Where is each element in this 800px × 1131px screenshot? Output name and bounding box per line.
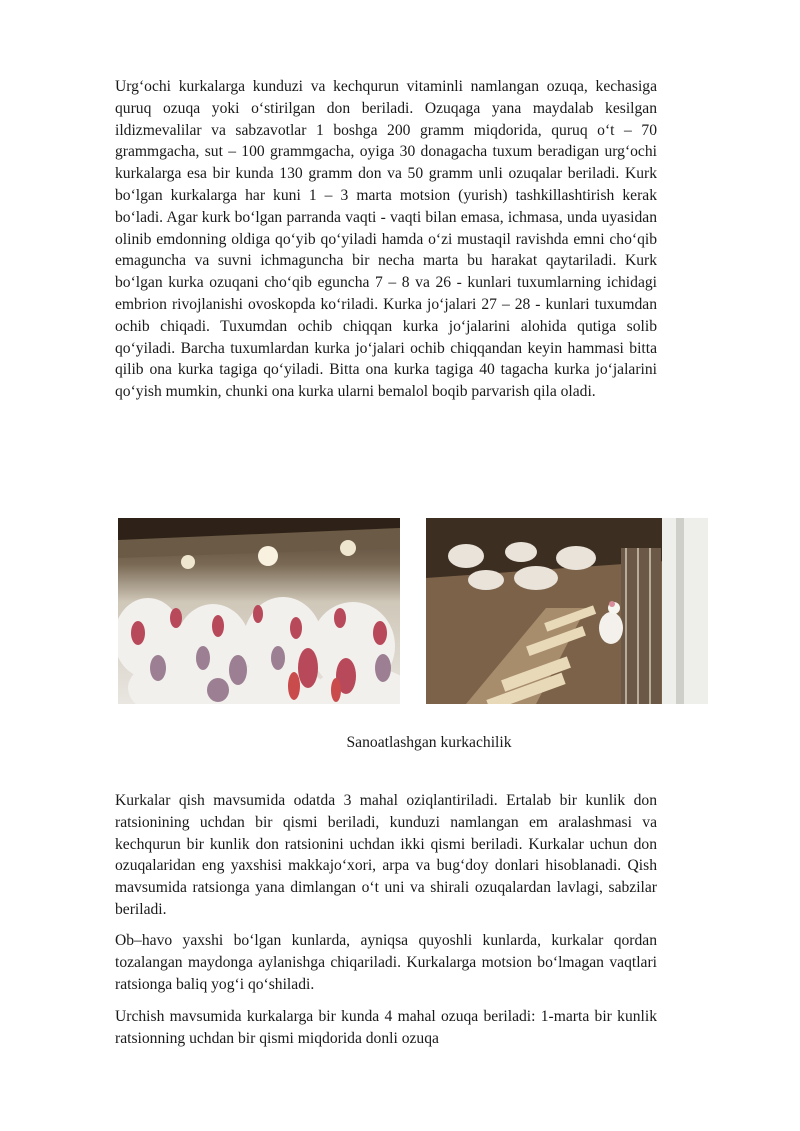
figure-caption: Sanoatlashgan kurkachilik xyxy=(346,734,512,751)
paragraph-winter-feeding: Kurkalar qish mavsumida odatda 3 mahal oziqlantiriladi. Ertalab bir kunlik don ratsionining uchdan bir qismi beriladi, kunduzi namlangan em aralashmasi va kechqurun bir kunlik don ratsionini uchdan ikki qismi beriladi. Kurkalar uchun don ozuqalaridan eng yaxshisi makkajo‘xori, arpa va bug‘doy donlari hisoblanadi. Qish mavsumida ratsionga yana dimlangan o‘t uni va shirali ozuqalardan lavlagi, sabzilar beriladi. xyxy=(115,792,657,918)
paragraph-good-weather: Ob–havo yaxshi bo‘lgan kunlarda, ayniqsa quyoshli kunlarda, kurkalar qordan tozalangan maydonga aylanishga chiqariladi. Kurkalarga motsion bo‘lmagan vaqtlari ratsionga baliq yog‘i qo‘shiladi. xyxy=(115,932,657,993)
turkey-feeder-photo xyxy=(426,518,708,704)
paragraph-breeding-season: Urchish mavsumida kurkalarga bir kunda 4 mahal ozuqa beriladi: 1-marta bir kunlik ratsionning uchdan bir qismi miqdorida donli ozuqa xyxy=(115,1008,657,1047)
turkey-flock-photo xyxy=(118,518,400,704)
paragraph-hen-feeding: Urg‘ochi kurkalarga kunduzi va kechqurun vitaminli namlangan ozuqa, kechasiga quruq ozuqa yoki o‘stirilgan don beriladi. Ozuqaga yana maydalab kesilgan ildizmevalilar va sabzavotlar 1 boshga 200 gramm miqdorida, quruq o‘t – 70 grammgacha, sut – 100 grammgacha, oyiga 30 donagacha tuxum beradigan urg‘ochi kurkalarga esa bir kunda 130 gramm don va 50 gramm unli ozuqalar beriladi. Kurk bo‘lgan kurkalarga har kuni 1 – 3 marta motsion (yurish) tashkillashtirish kerak bo‘ladi. Agar kurk bo‘lgan parranda vaqti - vaqti bilan emasa, ichmasa, unda uyasidan olinib emdonning oldiga qo‘yib qo‘yiladi hamda o‘zi mustaqil ravishda emni cho‘qib emaguncha va suvni ichmaguncha bir necha marta bu harakat qaytariladi. Kurk bo‘lgan kurka ozuqani cho‘qib eguncha 7 – 8 va 26 - kunlari tuxumlarning ichidagi embrion rivojlanishi ovoskopda ko‘riladi. Kurka jo‘jalari 27 – 28 - kunlari tuxumdan ochib chiqadi. Tuxumdan ochib chiqqan kurka jo‘jalarini alohida qutiga solib qo‘yiladi. Barcha tuxumlardan kurka jo‘jalari ochib chiqqandan keyin hammasi bitta qilib ona kurka tagiga qo‘yiladi. Bitta ona kurka tagiga 40 tagacha kurka jo‘jalarini qo‘yish mumkin, chunki ona kurka ularni bemalol boqib parvarish qila oladi. xyxy=(115,78,657,401)
